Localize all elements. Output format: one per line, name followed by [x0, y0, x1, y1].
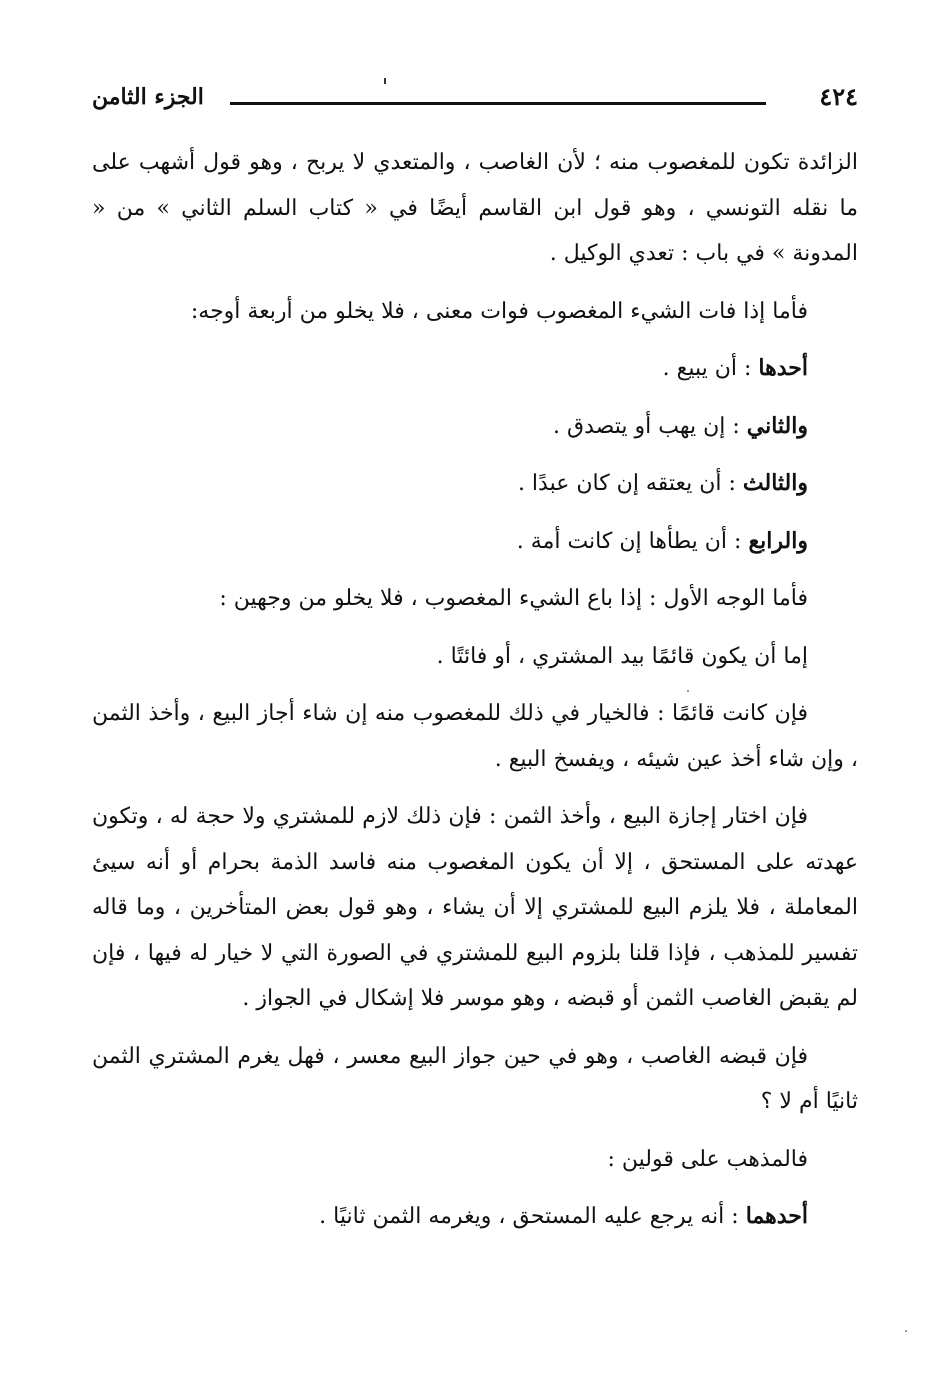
paragraph: الزائدة تكون للمغصوب منه ؛ لأن الغاصب ، والمتعدي لا يربح ، وهو قول أشهب على ما نقله التونسي ، وهو قول ابن القاسم أيضًا في « كتاب السلم الثاني » من « المدونة » في باب : تعدي الوكيل .	[92, 150, 858, 266]
item-label: أحدهما	[745, 1203, 808, 1229]
list-item	[92, 461, 858, 507]
body-text	[92, 140, 858, 1252]
header-rule	[230, 102, 766, 105]
item-label: والثاني	[746, 412, 808, 439]
item-text: : أنه يرجع عليه المستحق ، ويغرمه الثمن ثانيًا .	[319, 1204, 739, 1229]
page-number: ٤٢٤	[819, 82, 858, 111]
header-mark	[384, 78, 386, 84]
paragraph: فإن اختار إجازة البيع ، وأخذ الثمن : فإن ذلك لازم للمشتري ولا حجة له ، وتكون عهدته على المستحق ، إلا أن يكون المغصوب منه فاسد الذمة بحرام أو أنه سيئ المعاملة ، فلا يلزم البيع للمشتري إلا أن يشاء ، وهو قول بعض المتأخرين ، وما قاله تفسير للمذهب ، فإذا قلنا بلزوم البيع للمشتري في الصورة التي لا خيار له فيها ، فإن لم يقبض الغاصب الثمن أو قبضه ، وهو موسر فلا إشكال في الجواز .	[92, 804, 858, 1011]
list-item	[92, 404, 858, 450]
item-label: أحدها	[758, 355, 808, 381]
paragraph: فأما إذا فات الشيء المغصوب فوات معنى ، فلا يخلو من أربعة أوجه:	[190, 298, 808, 324]
page-header	[92, 78, 858, 118]
item-label: والرابع	[748, 527, 808, 554]
paragraph: فالمذهب على قولين :	[607, 1146, 808, 1172]
paragraph: فأما الوجه الأول : إذا باع الشيء المغصوب ، فلا يخلو من وجهين :	[219, 586, 808, 611]
paragraph: فإن كانت قائمًا : فالخيار في ذلك للمغصوب منه إن شاء أجاز البيع ، وأخذ الثمن ، وإن شاء أخذ عين شيئه ، ويفسخ البيع .	[92, 701, 858, 772]
paragraph: إما أن يكون قائمًا بيد المشتري ، أو فائتًا .	[436, 643, 808, 669]
list-item	[92, 346, 858, 392]
item-text: : إن يهب أو يتصدق .	[553, 413, 740, 439]
list-item	[92, 1194, 858, 1240]
item-text: : أن يطأها إن كانت أمة .	[516, 528, 742, 554]
item-label: والثالث	[742, 470, 808, 496]
list-item	[92, 519, 858, 565]
scan-speck	[905, 1330, 907, 1332]
running-title: الجزء الثامن	[92, 84, 204, 110]
item-text: : أن يعتقه إن كان عبدًا .	[517, 471, 736, 496]
paragraph: فإن قبضه الغاصب ، وهو في حين جواز البيع معسر ، فهل يغرم المشتري الثمن ثانيًا أم لا ؟	[92, 1043, 858, 1114]
scan-speck	[687, 690, 689, 692]
item-text: : أن يبيع .	[662, 356, 752, 381]
